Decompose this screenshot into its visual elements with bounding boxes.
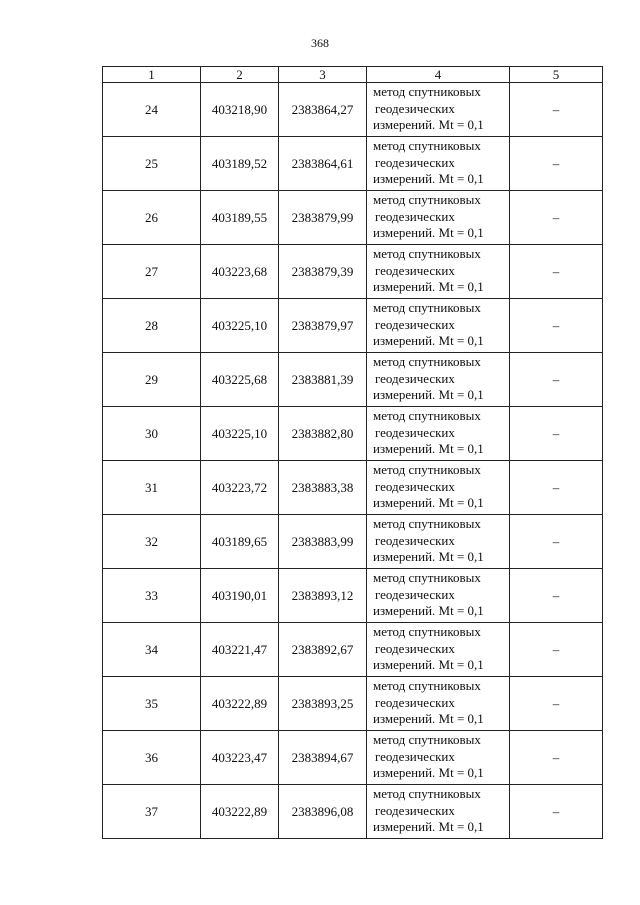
table-row: [103, 407, 603, 461]
y-coordinate-cell: 2383879,97: [279, 299, 367, 353]
method-line-3: измерений. Mt = 0,1: [373, 441, 484, 456]
x-coordinate-cell: 403223,47: [201, 731, 279, 785]
method-cell: [367, 677, 510, 731]
point-number-cell: 25: [103, 137, 201, 191]
point-number-cell: 34: [103, 623, 201, 677]
table-body: [103, 83, 603, 839]
description-cell: –: [510, 677, 603, 731]
table-row: [103, 569, 603, 623]
method-line-2: геодезических: [375, 586, 455, 602]
method-line-1: метод спутниковых: [373, 516, 481, 531]
method-line-2: геодезических: [375, 748, 455, 764]
description-cell: –: [510, 785, 603, 839]
method-line-1: метод спутниковых: [373, 624, 481, 639]
method-line-1: метод спутниковых: [373, 732, 481, 747]
method-line-3: измерений. Mt = 0,1: [373, 495, 484, 510]
description-cell: –: [510, 245, 603, 299]
method-line-1: метод спутниковых: [373, 300, 481, 315]
table-row: [103, 191, 603, 245]
method-line-2: геодезических: [375, 802, 455, 818]
table-row: [103, 353, 603, 407]
point-number-cell: 30: [103, 407, 201, 461]
point-number-cell: 29: [103, 353, 201, 407]
table-row: [103, 731, 603, 785]
method-line-1: метод спутниковых: [373, 678, 481, 693]
coordinates-table: [102, 66, 603, 839]
x-coordinate-cell: 403225,68: [201, 353, 279, 407]
method-line-3: измерений. Mt = 0,1: [373, 657, 484, 672]
y-coordinate-cell: 2383892,67: [279, 623, 367, 677]
table-row: [103, 299, 603, 353]
table-row: [103, 461, 603, 515]
method-cell: [367, 83, 510, 137]
method-cell: [367, 353, 510, 407]
table-row: [103, 623, 603, 677]
x-coordinate-cell: 403222,89: [201, 785, 279, 839]
x-coordinate-cell: 403221,47: [201, 623, 279, 677]
column-header-5: 5: [510, 67, 603, 83]
description-cell: –: [510, 623, 603, 677]
y-coordinate-cell: 2383894,67: [279, 731, 367, 785]
y-coordinate-cell: 2383879,99: [279, 191, 367, 245]
method-cell: [367, 461, 510, 515]
description-cell: –: [510, 353, 603, 407]
x-coordinate-cell: 403190,01: [201, 569, 279, 623]
x-coordinate-cell: 403189,65: [201, 515, 279, 569]
y-coordinate-cell: 2383883,99: [279, 515, 367, 569]
point-number-cell: 28: [103, 299, 201, 353]
description-cell: –: [510, 407, 603, 461]
point-number-cell: 35: [103, 677, 201, 731]
method-line-3: измерений. Mt = 0,1: [373, 549, 484, 564]
method-line-2: геодезических: [375, 478, 455, 494]
method-line-2: геодезических: [375, 694, 455, 710]
description-cell: –: [510, 137, 603, 191]
method-line-2: геодезических: [375, 208, 455, 224]
method-line-1: метод спутниковых: [373, 462, 481, 477]
x-coordinate-cell: 403223,68: [201, 245, 279, 299]
column-header-2: 2: [201, 67, 279, 83]
method-cell: [367, 623, 510, 677]
table-header-row: [103, 67, 603, 83]
method-line-1: метод спутниковых: [373, 354, 481, 369]
method-line-3: измерений. Mt = 0,1: [373, 765, 484, 780]
method-line-3: измерений. Mt = 0,1: [373, 711, 484, 726]
x-coordinate-cell: 403225,10: [201, 407, 279, 461]
method-cell: [367, 569, 510, 623]
table-row: [103, 83, 603, 137]
method-line-1: метод спутниковых: [373, 138, 481, 153]
y-coordinate-cell: 2383864,27: [279, 83, 367, 137]
method-line-3: измерений. Mt = 0,1: [373, 333, 484, 348]
point-number-cell: 24: [103, 83, 201, 137]
y-coordinate-cell: 2383881,39: [279, 353, 367, 407]
method-line-2: геодезических: [375, 154, 455, 170]
page-number: 368: [311, 36, 329, 50]
y-coordinate-cell: 2383893,25: [279, 677, 367, 731]
method-cell: [367, 785, 510, 839]
method-line-1: метод спутниковых: [373, 246, 481, 261]
y-coordinate-cell: 2383882,80: [279, 407, 367, 461]
method-line-2: геодезических: [375, 424, 455, 440]
method-line-2: геодезических: [375, 316, 455, 332]
y-coordinate-cell: 2383896,08: [279, 785, 367, 839]
method-line-3: измерений. Mt = 0,1: [373, 603, 484, 618]
point-number-cell: 31: [103, 461, 201, 515]
method-line-3: измерений. Mt = 0,1: [373, 171, 484, 186]
column-header-3: 3: [279, 67, 367, 83]
method-line-3: измерений. Mt = 0,1: [373, 117, 484, 132]
method-line-3: измерений. Mt = 0,1: [373, 225, 484, 240]
table-row: [103, 677, 603, 731]
table-row: [103, 137, 603, 191]
description-cell: –: [510, 569, 603, 623]
point-number-cell: 32: [103, 515, 201, 569]
method-cell: [367, 731, 510, 785]
method-cell: [367, 245, 510, 299]
method-cell: [367, 191, 510, 245]
method-line-2: геодезических: [375, 640, 455, 656]
method-line-1: метод спутниковых: [373, 192, 481, 207]
method-line-2: геодезических: [375, 262, 455, 278]
point-number-cell: 27: [103, 245, 201, 299]
point-number-cell: 26: [103, 191, 201, 245]
method-line-1: метод спутниковых: [373, 408, 481, 423]
y-coordinate-cell: 2383893,12: [279, 569, 367, 623]
method-line-1: метод спутниковых: [373, 570, 481, 585]
y-coordinate-cell: 2383864,61: [279, 137, 367, 191]
method-line-2: геодезических: [375, 370, 455, 386]
table-row: [103, 515, 603, 569]
column-header-4: 4: [367, 67, 510, 83]
method-line-3: измерений. Mt = 0,1: [373, 819, 484, 834]
description-cell: –: [510, 515, 603, 569]
x-coordinate-cell: 403223,72: [201, 461, 279, 515]
method-cell: [367, 515, 510, 569]
point-number-cell: 36: [103, 731, 201, 785]
table-row: [103, 785, 603, 839]
x-coordinate-cell: 403225,10: [201, 299, 279, 353]
method-line-2: геодезических: [375, 532, 455, 548]
description-cell: –: [510, 191, 603, 245]
method-line-1: метод спутниковых: [373, 786, 481, 801]
description-cell: –: [510, 731, 603, 785]
y-coordinate-cell: 2383879,39: [279, 245, 367, 299]
x-coordinate-cell: 403189,52: [201, 137, 279, 191]
x-coordinate-cell: 403222,89: [201, 677, 279, 731]
table-row: [103, 245, 603, 299]
description-cell: –: [510, 299, 603, 353]
method-cell: [367, 137, 510, 191]
method-line-3: измерений. Mt = 0,1: [373, 387, 484, 402]
point-number-cell: 33: [103, 569, 201, 623]
method-line-1: метод спутниковых: [373, 84, 481, 99]
x-coordinate-cell: 403218,90: [201, 83, 279, 137]
point-number-cell: 37: [103, 785, 201, 839]
y-coordinate-cell: 2383883,38: [279, 461, 367, 515]
description-cell: –: [510, 83, 603, 137]
column-header-1: 1: [103, 67, 201, 83]
method-line-3: измерений. Mt = 0,1: [373, 279, 484, 294]
method-cell: [367, 407, 510, 461]
method-cell: [367, 299, 510, 353]
description-cell: –: [510, 461, 603, 515]
method-line-2: геодезических: [375, 100, 455, 116]
x-coordinate-cell: 403189,55: [201, 191, 279, 245]
